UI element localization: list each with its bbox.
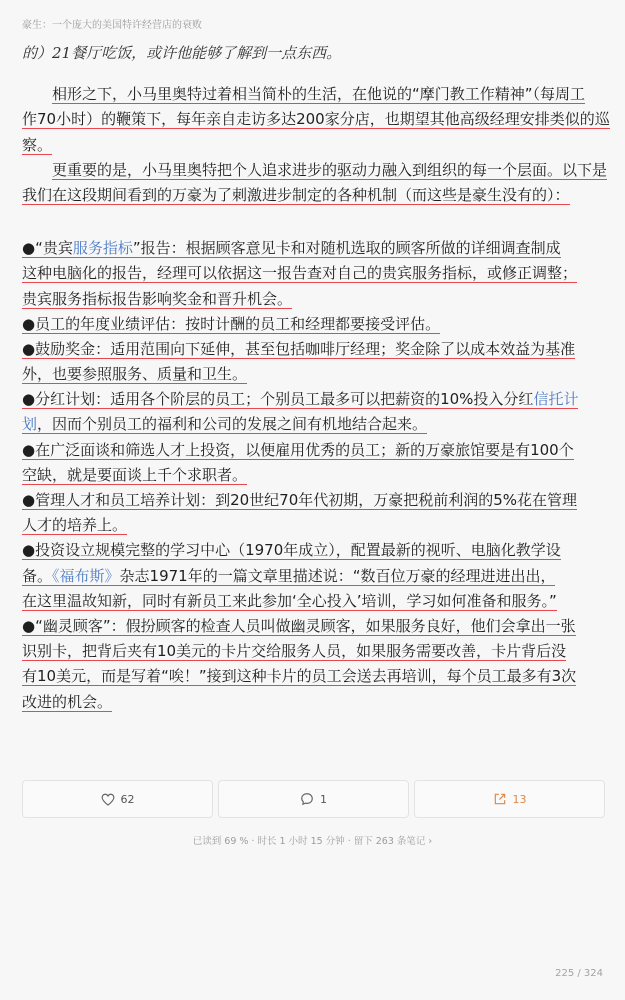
- text-line: [22, 387, 604, 412]
- line-text: 我们在这段期间看到的万豪为了刺激进步制定的各种机制（而这些是豪生没有的）：: [22, 185, 570, 204]
- text-line: [22, 158, 608, 183]
- text-line: [22, 337, 604, 362]
- text-line: [22, 362, 604, 387]
- text-line: [22, 133, 604, 158]
- line-text: ●员工的年度业绩评估：按时计酬的员工和经理都要接受评估。: [22, 314, 441, 333]
- share-icon: [493, 792, 507, 806]
- comment-count: 1: [320, 792, 327, 806]
- text-line: [22, 261, 604, 286]
- line-text: [22, 239, 561, 258]
- line-text: ●鼓励奖金：适用范围向下延伸，甚至包括咖啡厅经理；奖金除了以成本效益为基准: [22, 339, 576, 358]
- term-link[interactable]: 划: [22, 415, 38, 434]
- book-title: 豪生：一个庞大的美国特许经营店的衰败: [22, 20, 202, 31]
- share-count: 13: [512, 792, 527, 806]
- line-text: [22, 390, 578, 409]
- line-text: 人才的培养上。: [22, 516, 128, 535]
- term-link[interactable]: 服务指标: [72, 239, 133, 258]
- text-line: [22, 183, 604, 208]
- text-line: [22, 236, 604, 261]
- text-line: [22, 513, 604, 538]
- line-text: 作70小时）的鞭策下，每年亲自走访多达200家分店，也期望其他高级经理安排类似的巡: [22, 110, 610, 129]
- line-text: 相形之下，小马里奥特过着相当简朴的生活，在他说的“摩门教工作精神”（每周工: [52, 85, 586, 104]
- paragraph-gap: [22, 224, 604, 236]
- term-link[interactable]: 信托计: [533, 390, 579, 409]
- text-fragment: ●分红计划：适用各个阶层的员工；个别员工最多可以把薪资的10%投入分红: [22, 390, 534, 409]
- line-text: ●投资设立规模完整的学习中心（1970年成立），配置最新的视听、电脑化教学设: [22, 541, 561, 560]
- like-button[interactable]: [22, 780, 213, 818]
- text-line: [22, 287, 604, 312]
- line-text: 更重要的是，小马里奥特把个人追求进步的驱动力融入到组织的每一个层面。以下是: [52, 160, 608, 179]
- reading-status: 已读到 69 % · 时长 1 小时 15 分钟 · 留下 263 条笔记 ›: [192, 836, 433, 847]
- line-text: 这种电脑化的报告，经理可以依据这一报告查对自己的贵宾服务指标，或修正调整；: [22, 264, 578, 283]
- paragraph-gap: [22, 66, 604, 82]
- action-bar: [22, 780, 605, 818]
- text-line: [22, 412, 604, 437]
- line-text: 察。: [22, 135, 53, 154]
- page-number: 225 / 324: [555, 968, 603, 979]
- line-text: 外，也要参照服务、质量和卫生。: [22, 365, 248, 384]
- line-text: 改进的机会。: [22, 692, 113, 711]
- text-line: [22, 438, 604, 463]
- line-text: [22, 567, 555, 586]
- text-line: [22, 614, 604, 639]
- text-line: [22, 41, 604, 66]
- line-text: ●管理人才和员工培养计划：到20世纪70年代初期，万豪把税前利润的5%花在管理: [22, 491, 578, 509]
- paragraph-gap: [22, 208, 604, 224]
- text-line: [22, 488, 604, 513]
- line-text: 有10美元，而是写着“唉！”接到这种卡片的员工会送去再培训，每个员工最多有3次: [22, 667, 577, 686]
- article-body: [22, 41, 610, 715]
- text-line: [22, 312, 604, 337]
- heart-icon: [101, 793, 115, 806]
- like-count: 62: [120, 792, 135, 806]
- line-text: 在这里温故知新，同时有新员工来此参加‘全心投入’培训，学习如何准备和服务。”: [22, 591, 557, 610]
- share-button[interactable]: [414, 780, 605, 818]
- text-line: [22, 107, 610, 132]
- text-line: [22, 589, 604, 614]
- line-text: 识别卡，把背后夹有10美元的卡片交给服务人员，如果服务需要改善，卡片背后没: [22, 642, 567, 661]
- text-line: [22, 690, 604, 715]
- term-link[interactable]: 《福布斯》: [52, 566, 120, 585]
- text-fragment: 杂志1971年的一篇文章里描述说：“数百位万豪的经理进进出出，: [119, 566, 556, 585]
- text-line: [22, 664, 604, 689]
- text-line: [22, 463, 604, 488]
- text-fragment: ●“贵宾: [22, 239, 73, 258]
- line-text: 贵宾服务指标报告影响奖金和晋升机会。: [22, 289, 293, 308]
- text-line: [22, 82, 604, 107]
- comment-icon: [300, 792, 314, 806]
- line-text: ●“幽灵顾客”：假扮顾客的检查人员叫做幽灵顾客，如果服务良好，他们会拿出一张: [22, 616, 576, 635]
- text-line: [22, 538, 604, 563]
- comment-button[interactable]: [218, 780, 409, 818]
- line-text: [22, 415, 427, 434]
- text-fragment: 备。: [22, 566, 53, 585]
- text-line: [22, 564, 604, 589]
- line-text: ●在广泛面谈和筛选人才上投资，以便雇用优秀的员工；新的万豪旅馆要是有100个: [22, 440, 574, 459]
- line-text: 的）21餐厅吃饭，或许他能够了解到一点东西。: [22, 44, 342, 62]
- text-fragment: ”报告：根据顾客意见卡和对随机选取的顾客所做的详细调查制成: [132, 239, 561, 258]
- text-line: [22, 639, 604, 664]
- text-fragment: ，因而个别员工的福利和公司的发展之间有机地结合起来。: [37, 415, 428, 434]
- line-text: 空缺，就是要面谈上千个求职者。: [22, 465, 248, 484]
